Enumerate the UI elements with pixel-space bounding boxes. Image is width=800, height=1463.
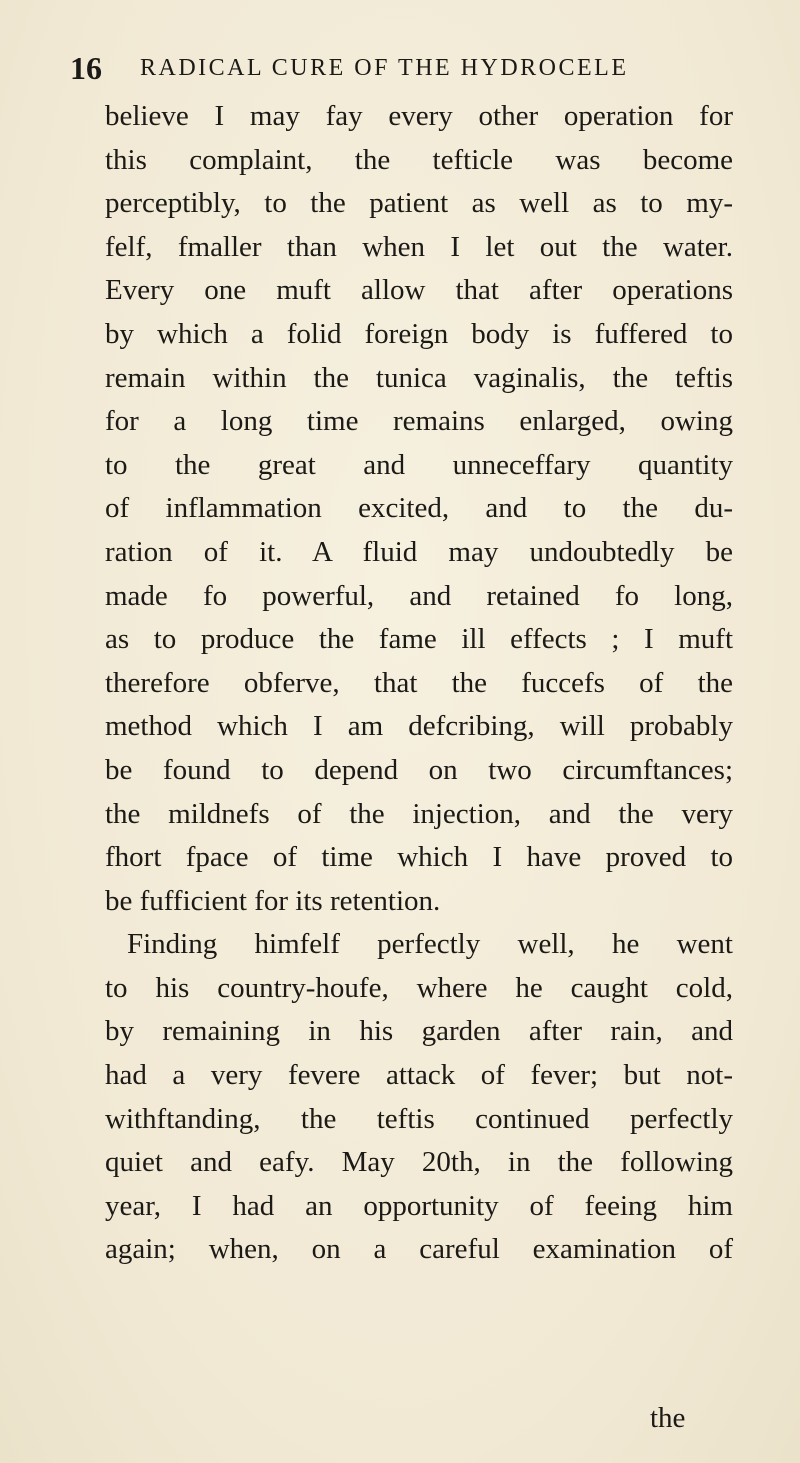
text-line: year, I had an opportunity of feeing him [105, 1189, 733, 1222]
text-line: perceptibly, to the patient as well as to my- [105, 187, 733, 220]
text-line: felf, fmaller than when I let out the water. [105, 230, 733, 263]
text-line: again; when, on a careful examination of [105, 1233, 733, 1266]
text-line: the mildnefs of the injection, and the very [105, 797, 733, 830]
text-line: remain within the tunica vaginalis, the teftis [105, 361, 733, 394]
paragraph-first-line: Finding himfelf perfectly well, he went [127, 928, 733, 961]
text-line: this complaint, the tefticle was become [105, 143, 733, 176]
text-line: as to produce the fame ill effects ; I muft [105, 623, 733, 656]
text-line: by which a folid foreign body is fuffered to [105, 317, 733, 350]
page-number: 16 [70, 50, 102, 86]
text-line: ration of it. A fluid may undoubtedly be [105, 535, 733, 568]
text-line: therefore obferve, that the fuccefs of the [105, 666, 733, 699]
text-line: of inflammation excited, and to the du- [105, 492, 733, 525]
running-head: RADICAL CURE OF THE HYDROCELE [140, 55, 629, 81]
text-line: for a long time remains enlarged, owing [105, 405, 733, 438]
text-line: withftanding, the teftis continued perfectly [105, 1102, 733, 1135]
text-line: to his country-houfe, where he caught cold, [105, 971, 733, 1004]
text-line: be found to depend on two circumftances; [105, 753, 733, 786]
body-text [105, 95, 733, 1272]
text-line: be fufficient for its retention. [105, 884, 441, 917]
text-line: fhort fpace of time which I have proved to [105, 841, 733, 874]
text-line: quiet and eafy. May 20th, in the following [105, 1146, 733, 1179]
page-header [70, 48, 730, 88]
text-line: had a very fevere attack of fever; but not- [105, 1059, 733, 1092]
catchword: the [650, 1402, 686, 1434]
text-line: method which I am defcribing, will probably [105, 710, 733, 743]
text-line: believe I may fay every other operation for [105, 100, 733, 132]
text-line: by remaining in his garden after rain, and [105, 1015, 733, 1048]
text-line: to the great and unneceffary quantity [105, 448, 733, 481]
text-line: Every one muft allow that after operations [105, 274, 733, 307]
text-line: made fo powerful, and retained fo long, [105, 579, 733, 612]
